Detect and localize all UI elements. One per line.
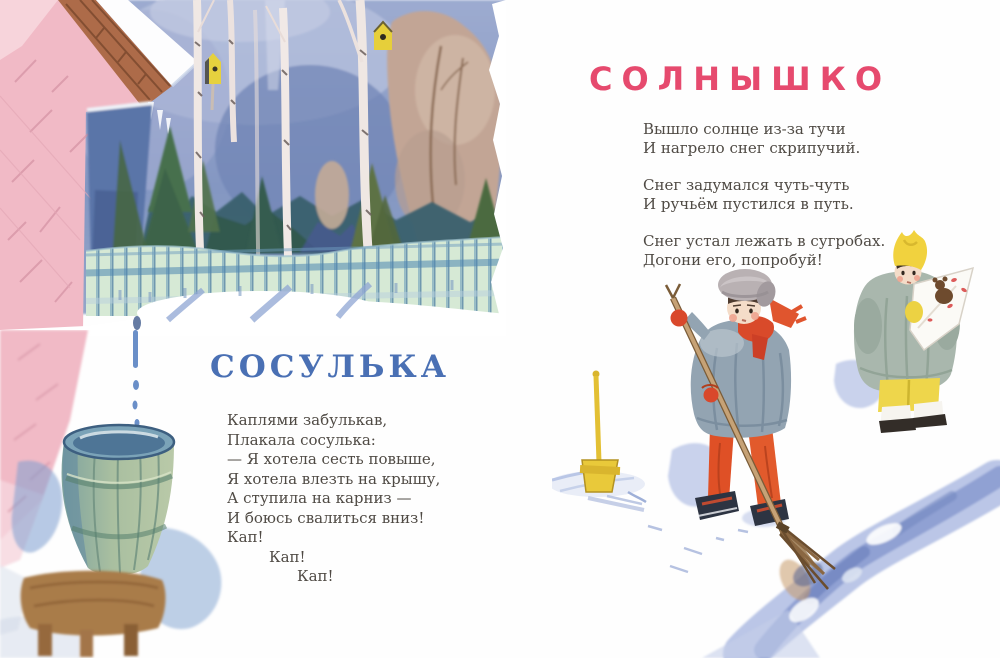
poem-line: Я хотела влезть на крышу, — [227, 469, 441, 488]
shaded-shed-wall — [87, 103, 152, 268]
stanza — [643, 120, 893, 158]
melt-stream — [702, 476, 1000, 658]
winter-yard-illustration — [0, 0, 506, 336]
left-page-title: СОСУЛЬКА — [210, 349, 450, 385]
poem-line: А ступила на карниз — — [227, 489, 412, 507]
poem-line: Плакала сосулька: — [227, 430, 376, 449]
poem-line: И нагрело снег скрипучий. — [643, 139, 861, 157]
poem-line: Вышло солнце из-за тучи — [643, 120, 846, 138]
poem-line: И ручьём пустился в путь. — [643, 195, 854, 213]
right-page-title: СОЛНЫШКО — [588, 60, 892, 98]
left-poem — [227, 411, 457, 587]
poem-line: Снег задумался чуть-чуть — [643, 176, 850, 194]
poem-line: Кап! — [227, 528, 264, 546]
poem-line: — Я хотела сесть повыше, — [227, 450, 436, 468]
stanza — [643, 176, 893, 214]
poem-line: Кап! — [297, 567, 334, 585]
wooden-stand — [21, 571, 166, 657]
water-drops — [133, 330, 140, 427]
poem-line: Кап! — [269, 547, 306, 566]
poem-line: И боюсь свалиться вниз! — [227, 508, 425, 527]
snow-marks — [648, 526, 748, 572]
poem-line: Каплями забулькав, — [227, 411, 388, 429]
poem-line: Снег устал лежать в сугробах. — [643, 232, 886, 250]
poem-line: Догони его, попробуй! — [643, 251, 823, 269]
children-sweeping-illustration — [552, 228, 1000, 658]
